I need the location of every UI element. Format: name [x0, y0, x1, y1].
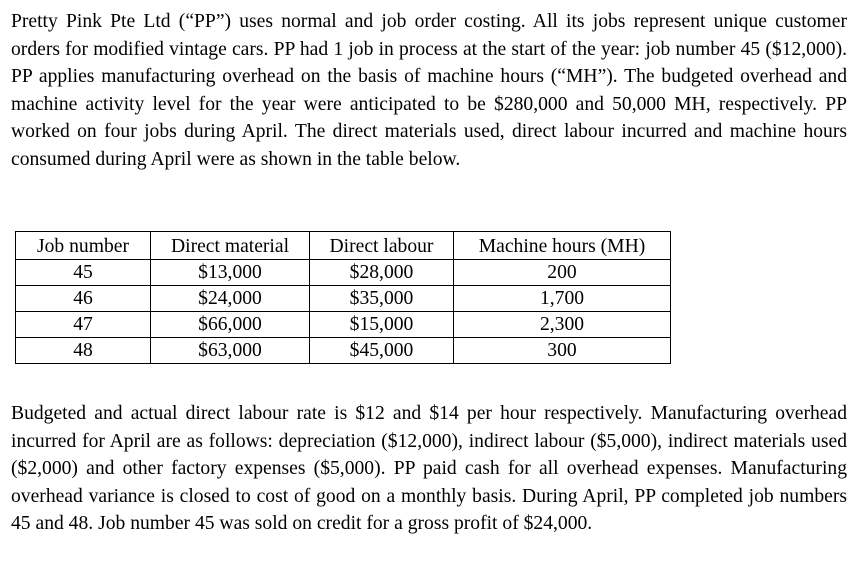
cell-job-number: 47 [16, 312, 151, 338]
header-machine-hours: Machine hours (MH) [454, 232, 671, 260]
header-direct-material: Direct material [151, 232, 310, 260]
table-row [16, 286, 671, 312]
job-cost-table [15, 231, 671, 364]
table-row [16, 338, 671, 364]
cell-job-number: 48 [16, 338, 151, 364]
table-header-row [16, 232, 671, 260]
cell-machine-hours: 200 [454, 260, 671, 286]
header-job-number: Job number [16, 232, 151, 260]
details-paragraph: Budgeted and actual direct labour rate is $12 and $14 per hour respectively. Manufacturing overhead incurred for April are as follows: depreciation ($12,000), indirect labour ($5,000), indirect materials used ($2,000) and other factory expenses ($5,000). PP paid cash for all overhead expenses. Manufacturing overhead variance is closed to cost of good on a monthly basis. During April, PP completed job numbers 45 and 48. Job number 45 was sold on credit for a gross profit of $24,000. [11, 403, 847, 534]
cell-direct-labour: $35,000 [310, 286, 454, 312]
cell-direct-material: $13,000 [151, 260, 310, 286]
intro-paragraph: Pretty Pink Pte Ltd (“PP”) uses normal and job order costing. All its jobs represent unique customer orders for modified vintage cars. PP had 1 job in process at the start of the year: job number 45 ($12,000). PP applies manufacturing overhead on the basis of machine hours (“MH”). The budgeted overhead and machine activity level for the year were anticipated to be $280,000 and 50,000 MH, respectively. PP worked on four jobs during April. The direct materials used, direct labour incurred and machine hours consumed during April were as shown in the table below. [11, 11, 847, 170]
cell-direct-labour: $28,000 [310, 260, 454, 286]
cell-machine-hours: 300 [454, 338, 671, 364]
cell-job-number: 46 [16, 286, 151, 312]
table-row [16, 312, 671, 338]
cell-machine-hours: 1,700 [454, 286, 671, 312]
cell-direct-labour: $15,000 [310, 312, 454, 338]
cell-direct-labour: $45,000 [310, 338, 454, 364]
cell-job-number: 45 [16, 260, 151, 286]
table-row [16, 260, 671, 286]
cell-direct-material: $66,000 [151, 312, 310, 338]
cell-direct-material: $63,000 [151, 338, 310, 364]
cell-machine-hours: 2,300 [454, 312, 671, 338]
cell-direct-material: $24,000 [151, 286, 310, 312]
header-direct-labour: Direct labour [310, 232, 454, 260]
